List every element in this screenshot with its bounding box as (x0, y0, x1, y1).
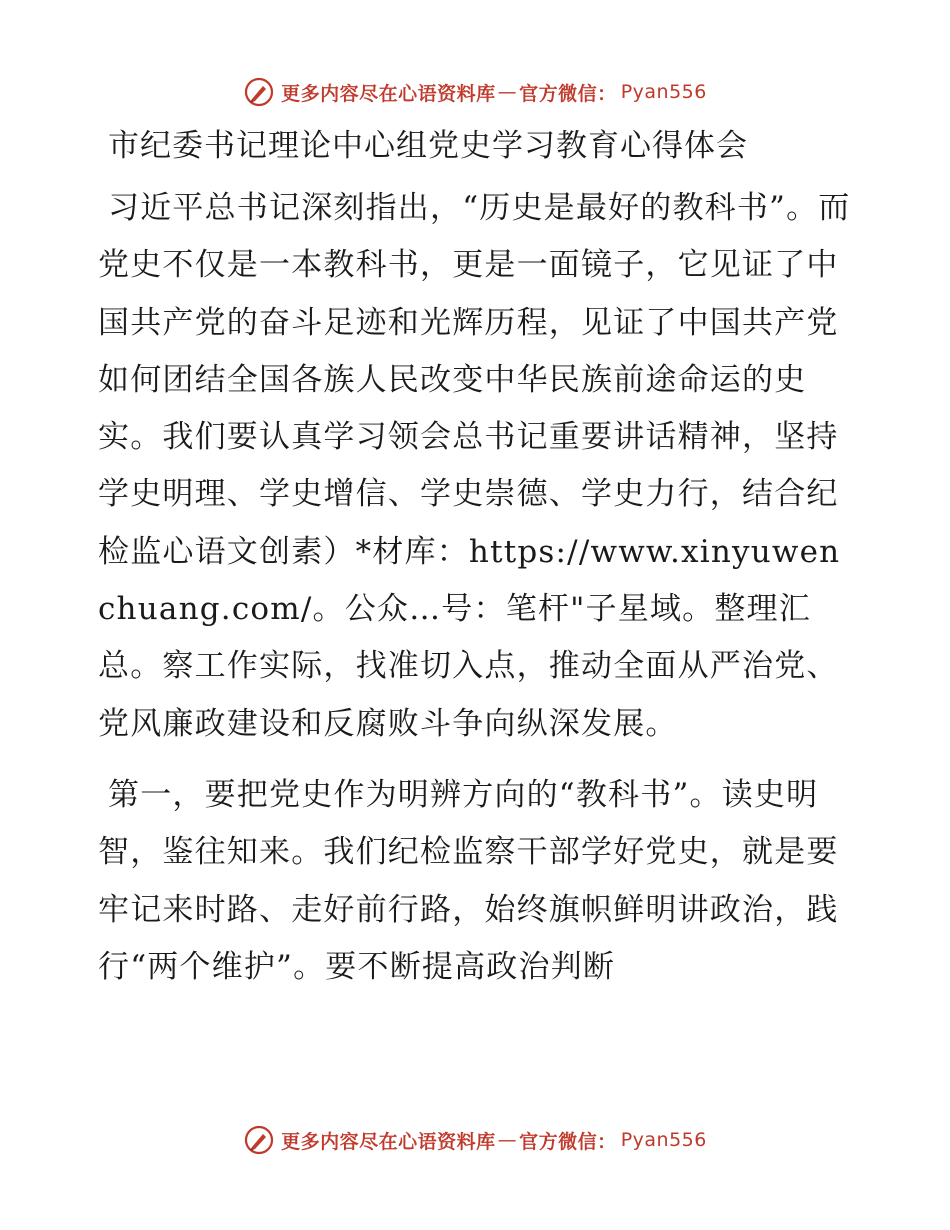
watermark-label: 官方微信： (519, 1130, 617, 1153)
pen-logo-icon (243, 76, 275, 108)
watermark-separator: — (497, 1129, 518, 1151)
watermark-footer (0, 1120, 950, 1160)
watermark-wechat-id: Pyan556 (620, 1129, 707, 1151)
watermark-text: 更多内容尽在心语资料库 (281, 1130, 496, 1153)
watermark-separator: — (497, 81, 518, 103)
watermark-label: 官方微信： (519, 82, 617, 105)
document-title: 市纪委书记理论中心组党史学习教育心得体会 (108, 128, 748, 164)
paragraph-1: 习近平总书记深刻指出，“历史是最好的教科书”。而党史不仅是一本教科书，更是一面镜子，它见证了中国共产党的奋斗足迹和光辉历程，见证了中国共产党如何团结全国各族人民改变中华民族前途命运的史实。我们要认真学习领会总书记重要讲话精神，坚持学史明理、学史增信、学史崇德、学史力行，结合纪检监心语文创素）*材库：https://www.xinyuwenchuang.com/。公众…号：笔杆"子星域。整理汇总。察工作实际，找准切入点，推动全面从严治党、党风廉政建设和反腐败斗争向纵深发展。 (98, 190, 851, 742)
watermark-header (0, 72, 950, 112)
pen-logo-icon (243, 1124, 275, 1156)
document-body (98, 118, 858, 1010)
watermark-text: 更多内容尽在心语资料库 (281, 82, 496, 105)
paragraph-2: 第一，要把党史作为明辨方向的“教科书”。读史明智，鉴往知来。我们纪检监察干部学好党史，就是要牢记来时路、走好前行路，始终旗帜鲜明讲政治，践行“两个维护”。要不断提高政治判断 (98, 776, 839, 985)
watermark-wechat-id: Pyan556 (620, 81, 707, 103)
